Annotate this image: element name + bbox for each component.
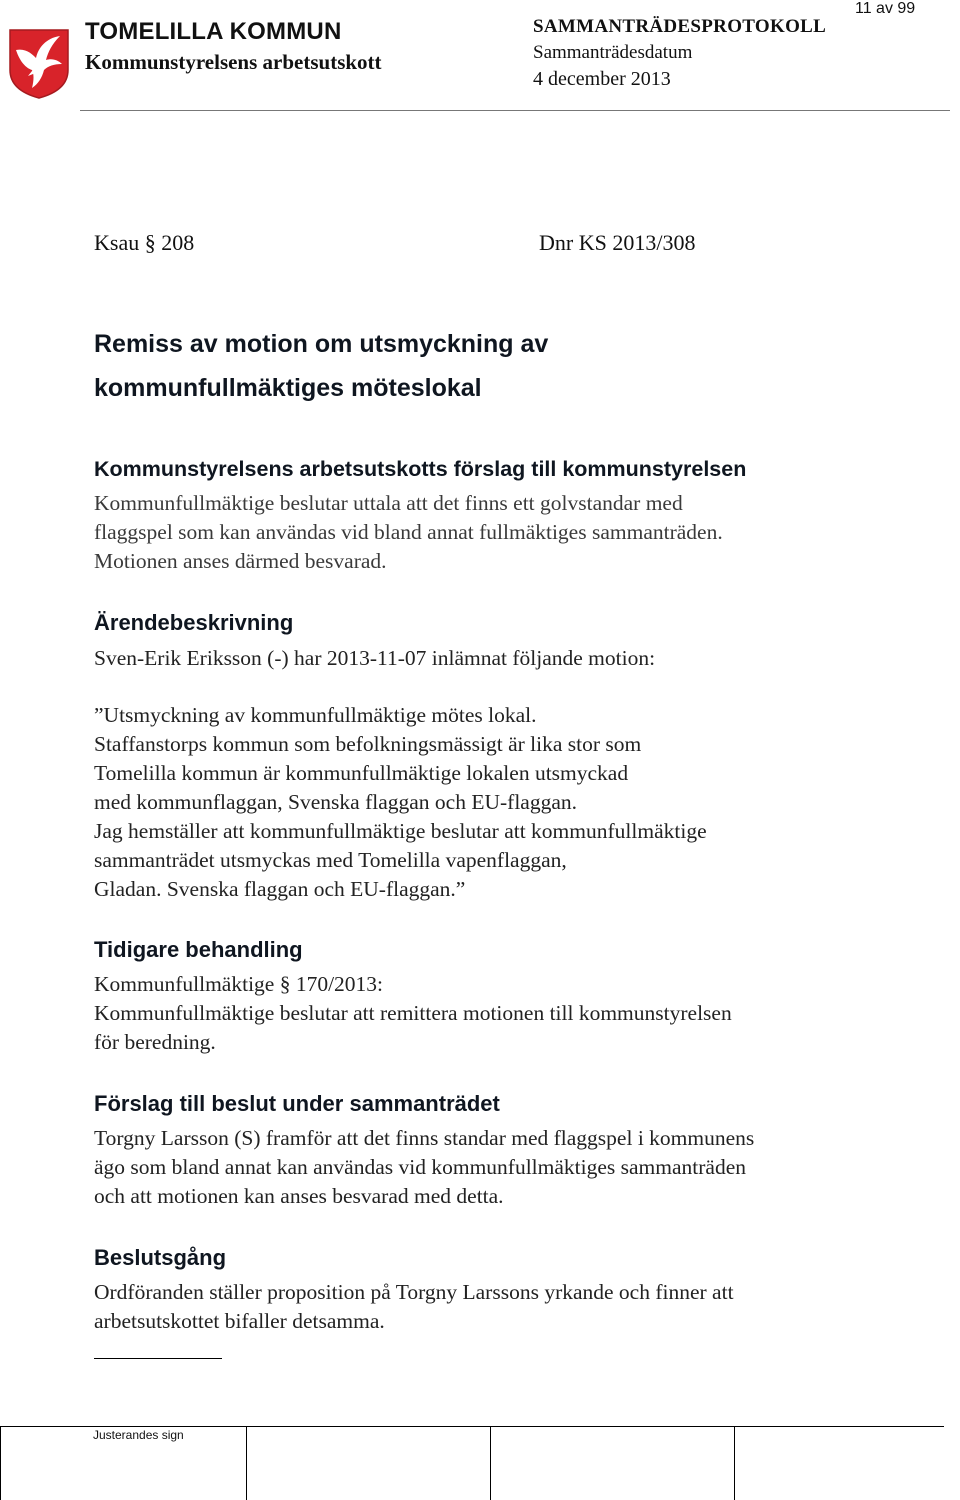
signature-label: Justerandes sign bbox=[93, 1428, 184, 1442]
description-heading: Ärendebeskrivning bbox=[94, 610, 294, 635]
crest-logo-icon bbox=[8, 28, 70, 100]
quote-line: sammanträdet utsmyckas med Tomelilla vapenflaggan, bbox=[94, 848, 567, 872]
footer-cell-border bbox=[734, 1426, 735, 1500]
page-title bbox=[94, 322, 874, 410]
header-divider bbox=[80, 110, 950, 111]
decision-heading: Beslutsgång bbox=[94, 1245, 227, 1270]
proposal-text bbox=[94, 489, 723, 576]
proposal-heading: Kommunstyrelsens arbetsutskotts förslag till kommunstyrelsen bbox=[94, 457, 747, 481]
previous-handling-heading: Tidigare behandling bbox=[94, 937, 303, 962]
quote-line: Jag hemställer att kommunfullmäktige beslutar att kommunfullmäktige bbox=[94, 819, 707, 843]
meeting-date-label: Sammanträdesdatum bbox=[533, 42, 693, 63]
quote-line: Staffanstorps kommun som befolkningsmässigt är lika stor som bbox=[94, 732, 642, 756]
footer-rule bbox=[0, 1426, 944, 1427]
quote-line: Gladan. Svenska flaggan och EU-flaggan.” bbox=[94, 877, 466, 901]
quote-line: med kommunflaggan, Svenska flaggan och EU-flaggan. bbox=[94, 790, 578, 814]
paragraph-line: Torgny Larsson (S) framför att det finns standar med flaggspel i kommunens bbox=[94, 1126, 755, 1150]
quote-line: Tomelilla kommun är kommunfullmäktige lokalen utsmyckad bbox=[94, 761, 629, 785]
motion-quote bbox=[94, 701, 707, 904]
page-number: 11 av 99 bbox=[855, 0, 916, 17]
document-type: SAMMANTRÄDESPROTOKOLL bbox=[533, 16, 827, 37]
paragraph-line: Kommunfullmäktige beslutar att remittera motionen till kommunstyrelsen bbox=[94, 1001, 732, 1025]
meeting-proposal-text bbox=[94, 1124, 754, 1211]
department-name: Kommunstyrelsens arbetsutskott bbox=[85, 50, 382, 74]
paragraph-line: Kommunfullmäktige § 170/2013: bbox=[94, 972, 384, 996]
title-line: kommunfullmäktiges möteslokal bbox=[94, 374, 482, 402]
case-dnr: Dnr KS 2013/308 bbox=[539, 230, 696, 255]
description-intro: Sven-Erik Eriksson (-) har 2013-11-07 inlämnat följande motion: bbox=[94, 646, 656, 670]
footer-cell-border bbox=[246, 1426, 247, 1500]
paragraph-line: Ordföranden ställer proposition på Torgny Larssons yrkande och finner att bbox=[94, 1280, 734, 1304]
organization-name: TOMELILLA KOMMUN bbox=[85, 18, 342, 45]
paragraph-line: flaggspel som kan användas vid bland annat fullmäktiges sammanträden. bbox=[94, 520, 723, 544]
meeting-proposal-heading: Förslag till beslut under sammanträdet bbox=[94, 1091, 500, 1116]
end-divider bbox=[94, 1358, 222, 1359]
paragraph-line: Kommunfullmäktige beslutar uttala att det finns ett golvstandar med bbox=[94, 491, 683, 515]
decision-text bbox=[94, 1278, 734, 1336]
case-reference: Ksau § 208 bbox=[94, 230, 195, 255]
paragraph-line: arbetsutskottet bifaller detsamma. bbox=[94, 1309, 385, 1333]
paragraph-line: och att motionen kan anses besvarad med detta. bbox=[94, 1184, 504, 1208]
paragraph-line: ägo som bland annat kan användas vid kommunfullmäktiges sammanträden bbox=[94, 1155, 747, 1179]
paragraph-line: Motionen anses därmed besvarad. bbox=[94, 549, 387, 573]
quote-line: ”Utsmyckning av kommunfullmäktige mötes lokal. bbox=[94, 703, 537, 727]
paragraph-line: för beredning. bbox=[94, 1030, 216, 1054]
previous-handling-text bbox=[94, 970, 732, 1057]
footer-cell-border bbox=[0, 1426, 1, 1500]
meeting-date: 4 december 2013 bbox=[533, 68, 671, 90]
title-line: Remiss av motion om utsmyckning av bbox=[94, 330, 549, 358]
footer-cell-border bbox=[490, 1426, 491, 1500]
